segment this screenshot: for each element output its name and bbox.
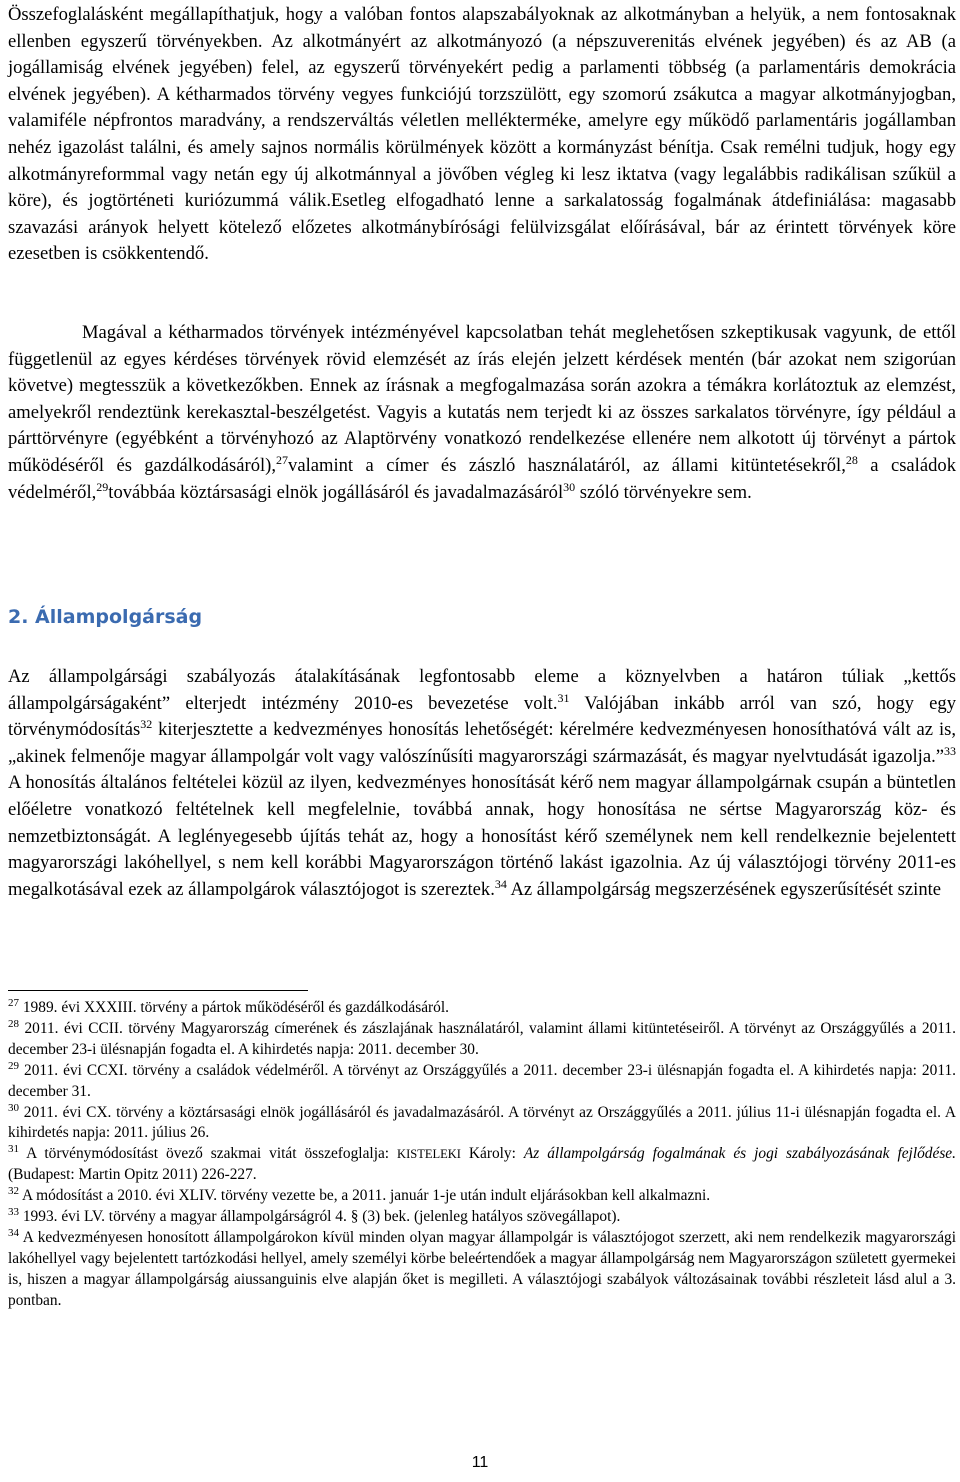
paragraph-text: Magával a kétharmados törvények intézményével kapcsolatban tehát meglehetősen szkeptikusak vagyunk, de ettől függetlenül az egyes kérdéses törvények rövid elemzését az írás elején jelzett kérdések mentén (bár azokat nem szigorúan követve) megtesszük a következőkben. Ennek az írásnak a megfogalmazása során azokra a témákra korlátoztuk az elemzést, amelyekről rendeztünk kerekasztal-beszélgetést. Vagyis a kutatás nem terjedt ki az összes sarkalatos törvényre, így például a párttörvényre (egyébként a törvényhozó az Alaptörvény vonatkozó rendelkezése ellenére nem alkotott új törvényt a pártok működéséről és gazdálkodásáról), (8, 322, 956, 476)
footnote-ref[interactable]: 30 (563, 479, 576, 494)
paragraph-summary (8, 2, 956, 268)
footnote-number: 27 (8, 997, 19, 1009)
footnote-number: 30 (8, 1101, 19, 1114)
paragraph-text: a családok védelméről, (8, 454, 956, 503)
paragraph-text: Valójában inkább arról van szó, hogy egy törvénymódosítás (8, 692, 956, 741)
footnote-item (8, 1186, 956, 1207)
paragraph-citizenship (8, 664, 956, 903)
footnote-ref[interactable]: 29 (96, 479, 109, 494)
page-number: 11 (471, 1454, 489, 1471)
footnote-item (8, 998, 956, 1019)
footnote-text: 2011. évi CCXI. törvény a családok védelméről. A törvényt az Országgyűlés a 2011. december 23-i ülésnapján fogadta el. A kihirdetés napja: 2011. december 31. (8, 1061, 956, 1100)
footnote-number: 28 (8, 1017, 19, 1030)
footnotes (8, 998, 956, 1312)
footnote-item (8, 1061, 956, 1103)
footnote-text: (Budapest: Martin Opitz 2011) 226-227. (8, 1166, 257, 1184)
paragraph-text: Az állampolgárság megszerzésének egyszerűsítését szinte (506, 878, 942, 900)
footnote-text: 2011. évi CCII. törvény Magyarország címerének és zászlajának használatáról, valamint állami kitüntetéseiről. A törvényt az Országgyűlés a 2011. december 23-i ülésnapján fogadta el. A kihirdetés napja: 2011. december 30. (8, 1019, 956, 1058)
footnote-text: 2011. évi CX. törvény a köztársasági elnök jogállásáról és javadalmazásáról. A törvényt az Országgyűlés a 2011. július 11-i ülésnapján fogadta el. A kihirdetés napja: 2011. július 26. (8, 1103, 956, 1142)
paragraph-text: valamint a címer és zászló használatáról, az állami kitüntetésekről, (288, 454, 846, 476)
footnote-ref[interactable]: 32 (140, 717, 153, 732)
footnote-text: 1993. évi LV. törvény a magyar állampolgárságról 4. § (3) bek. (jelenleg hatályos szövegállapot). (22, 1208, 621, 1226)
footnote-text: A törvénymódosítást övező szakmai vitát összefoglalja: (26, 1145, 398, 1163)
paragraph-text: Összefoglalásként megállapíthatjuk, hogy a valóban fontos alapszabályoknak az alkotmányban a helyük, a nem fontosaknak ellenben egyszerű törvényekben. Az alkotmányért az alkotmányozó (a népszuverenitás elvének jegyében) és az AB (a jogállamiság elvének jegyében) felel, az egyszerű törvényekért pedig a parlamenti többség (a parlamentáris demokrácia elvének jegyében). A kétharmados törvény vegyes funkciójú torzszülött, egy szomorú zsákutca a magyar alkotmányjogban, valamiféle népfrontos maradvány, a rendszerváltás véletlen mellékterméke, amelyre egy működő parlamentáris jogállamban nehéz igazolást találni, és amely sajnos normális körülmények között a kormányzást bénítja. Csak remélni tudjuk, hogy egy alkotmányreformmal vagy netán egy új alkotmánnyal a jövőben végleg ki lesz iktatva (vagy legalábbis radikálisan szűkül a köre), és jogtörténeti kuriózummá válik.Esetleg elfogadható lenne a sarkalatosság fogalmának átdefiniálása: magasabb szavazási arányok helyett kötelező előzetes alkotmánybírósági felülvizsgálat előírásával, bár az érintett törvények köre ezesetben is csökkentendő. (8, 4, 956, 265)
footnote-number: 33 (8, 1206, 19, 1219)
paragraph-text: A honosítás általános feltételei közül az ilyen, kedvezményes honosítását kérő nem magyar állampolgárnak csupán a büntetlen előéletre vonatkozó feltételnek kell megfelelnie, továbbá annak, hogy honosítása ne sértse Magyarország köz- és nemzetbiztonságát. A leglényegesebb újítás tehát az, hogy a honosítást kérő személynek nem kell rendelkeznie bejelentett magyarországi lakóhellyel, s nem kell korábbi Magyarországon történő lakást igazolnia. Az új választójogi törvény 2011-es megalkotásával ezek az állampolgárok választójogot is szereztek. (8, 772, 956, 900)
paragraph-text: továbbáa köztársasági elnök jogállásáról és javadalmazásáról (108, 481, 564, 503)
footnote-number: 31 (8, 1143, 19, 1156)
footnote-ref[interactable]: 27 (276, 452, 289, 467)
footnote-ref[interactable]: 28 (845, 452, 858, 467)
footnote-item (8, 1019, 956, 1061)
footnote-ref[interactable]: 31 (557, 690, 570, 705)
footnote-item (8, 1228, 956, 1312)
footnote-text: 1989. évi XXXIII. törvény a pártok működéséről és gazdálkodásáról. (22, 999, 449, 1016)
paragraph-text: kiterjesztette a kedvezményes honosítás lehetőségét: kérelmére kedvezményesen honosíthatóvá vált az is, „akinek felmenője magyar állampolgár volt vagy valószínűsíti magyarországi származását, és magyar nyelvtudását igazolja.” (8, 719, 956, 767)
section-heading: 2. Állampolgárság (8, 606, 203, 628)
paragraph-text: szóló törvényekre sem. (575, 481, 752, 503)
footnote-ref[interactable]: 33 (944, 743, 956, 758)
footnote-title: Az állampolgárság fogalmának és jogi szabályozásának fejlődése. (523, 1145, 956, 1163)
footnote-item (8, 1103, 956, 1145)
paragraph-analysis (8, 320, 956, 506)
footnote-text: A kedvezményesen honosított állampolgárokon kívül minden olyan magyar állampolgár is választójogot szerzett, aki nem rendelkezik magyarországi lakóhellyel vagy bejelentett tartózkodási hellyel, amely személyi körbe beleértendőek a magyar állampolgárság nem Magyarországon született gyermekei is, hiszen a magyar állampolgárság aiussanguinis elve alapján őket is megilleti. A választójogi szabályok változásainak további részleteit lásd alul a 3. pontban. (8, 1228, 957, 1309)
footnote-number: 32 (8, 1185, 19, 1198)
paragraph-text: Az állampolgársági szabályozás átalakításának legfontosabb eleme a köznyelvben a határon túliak „kettős állampolgárságaként” elterjedt intézmény 2010-es bevezetése volt. (8, 666, 956, 714)
footnote-text: Károly: (460, 1145, 524, 1163)
footnote-item (8, 1144, 956, 1186)
footnote-author: KISTELEKI (397, 1147, 461, 1162)
footnote-item (8, 1207, 956, 1228)
footnote-text: A módosítást a 2010. évi XLIV. törvény vezette be, a 2011. január 1-je után indult eljárásokban kell alkalmazni. (22, 1187, 711, 1205)
footnote-number: 34 (8, 1226, 19, 1239)
footnote-number: 29 (8, 1059, 19, 1072)
footnote-ref[interactable]: 34 (494, 876, 507, 891)
footnote-separator (8, 990, 308, 991)
